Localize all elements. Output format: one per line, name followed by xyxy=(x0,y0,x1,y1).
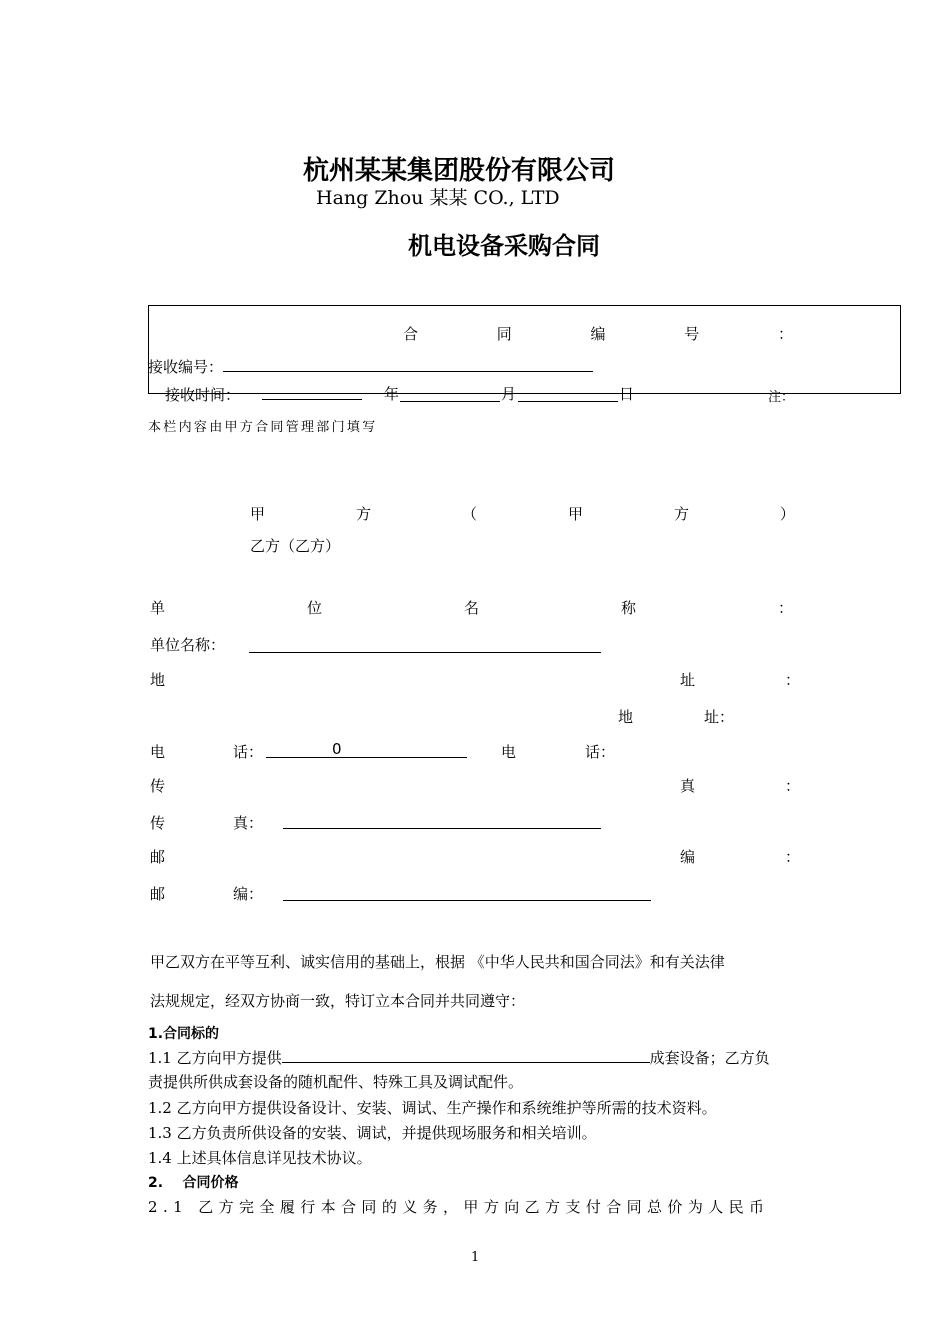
receive-day-field[interactable] xyxy=(518,385,618,402)
section-1-title: 1.合同标的 xyxy=(148,1026,220,1042)
postcode-label-2: 编： xyxy=(233,885,264,903)
address-label-a2: 址 xyxy=(680,671,696,689)
phone-a-value: 0 xyxy=(332,740,342,758)
clause-1-2: 1.2 乙方向甲方提供设备设计、安装、调试、生产操作和系统维护等所需的技术资料。 xyxy=(148,1099,717,1117)
unit-name-label: 单位名称： xyxy=(150,636,226,654)
phone-label-b1: 电 xyxy=(501,743,517,761)
address-label-a1: 地 xyxy=(150,671,166,689)
receive-year-field[interactable] xyxy=(262,383,362,400)
fax-label-2: 真： xyxy=(233,814,264,832)
receive-time-label: 接收时间： xyxy=(165,386,241,404)
phone-label-b2: 话： xyxy=(585,743,616,761)
clause-1-1-start: 1.1 乙方向甲方提供 xyxy=(148,1049,282,1067)
postcode-row-3: ： xyxy=(785,848,801,866)
contract-number-label: 合 同 编 号 ： xyxy=(403,325,793,343)
document-title: 机电设备采购合同 xyxy=(408,232,600,260)
phone-label-a1: 电 xyxy=(150,743,166,761)
address-label-a3: ： xyxy=(785,671,801,689)
page-number: 1 xyxy=(471,1250,480,1265)
clause-1-1-cont: 责提供所供成套设备的随机配件、特殊工具及调试配件。 xyxy=(148,1073,524,1091)
phone-label-a2: 话： xyxy=(233,743,264,761)
postcode-label-1: 邮 xyxy=(150,885,166,903)
month-label: 月 xyxy=(501,385,517,403)
receive-month-field[interactable] xyxy=(400,385,500,402)
day-label: 日 xyxy=(619,385,635,403)
receipt-box xyxy=(148,305,901,394)
party-a: 甲 方 （ 甲 方 ） xyxy=(250,505,795,523)
intro-line-1: 甲乙双方在平等互利、诚实信用的基础上，根据 《中华人民共和国合同法》和有关法律 xyxy=(150,953,725,971)
equipment-field[interactable] xyxy=(282,1046,650,1063)
clause-1-3: 1.3 乙方负责所供设备的安装、调试，并提供现场服务和相关培训。 xyxy=(148,1124,597,1142)
fax-label-1: 传 xyxy=(150,814,166,832)
section-2-title: 2. 合同价格 xyxy=(148,1175,239,1191)
unit-name-row-a: 单 位 名 称 ： xyxy=(150,599,793,617)
party-b: 乙方（乙方） xyxy=(250,537,341,555)
clause-1-1-end: 成套设备；乙方负 xyxy=(649,1049,770,1067)
intro-line-2: 法规规定，经双方协商一致，特订立本合同并共同遵守： xyxy=(150,992,526,1010)
postcode-field[interactable] xyxy=(283,884,651,901)
address-label-b2: 址： xyxy=(704,708,735,726)
fax-row-3: ： xyxy=(785,777,801,795)
address-label-b1: 地 xyxy=(618,708,634,726)
clause-2-1: 2.1 乙方完全履行本合同的义务，甲方向乙方支付合同总价为人民币 xyxy=(148,1198,770,1216)
clause-1-4: 1.4 上述具体信息详见技术协议。 xyxy=(148,1149,372,1167)
unit-name-field[interactable] xyxy=(249,636,601,653)
receive-number-label: 接收编号： xyxy=(148,358,224,376)
phone-a-field[interactable] xyxy=(266,741,467,758)
company-name-en: Hang Zhou 某某 CO., LTD xyxy=(316,187,560,209)
note-label: 注： xyxy=(768,390,795,405)
note-text: 本栏内容由甲方合同管理部门填写 xyxy=(148,420,378,435)
receive-number-field[interactable] xyxy=(223,355,593,372)
postcode-row-2: 编 xyxy=(680,848,696,866)
postcode-row-1: 邮 xyxy=(150,848,166,866)
company-name-cn: 杭州某某集团股份有限公司 xyxy=(303,156,616,186)
fax-row-1: 传 xyxy=(150,777,166,795)
fax-field[interactable] xyxy=(283,812,601,829)
fax-row-2: 真 xyxy=(680,777,696,795)
year-label: 年 xyxy=(384,385,400,403)
